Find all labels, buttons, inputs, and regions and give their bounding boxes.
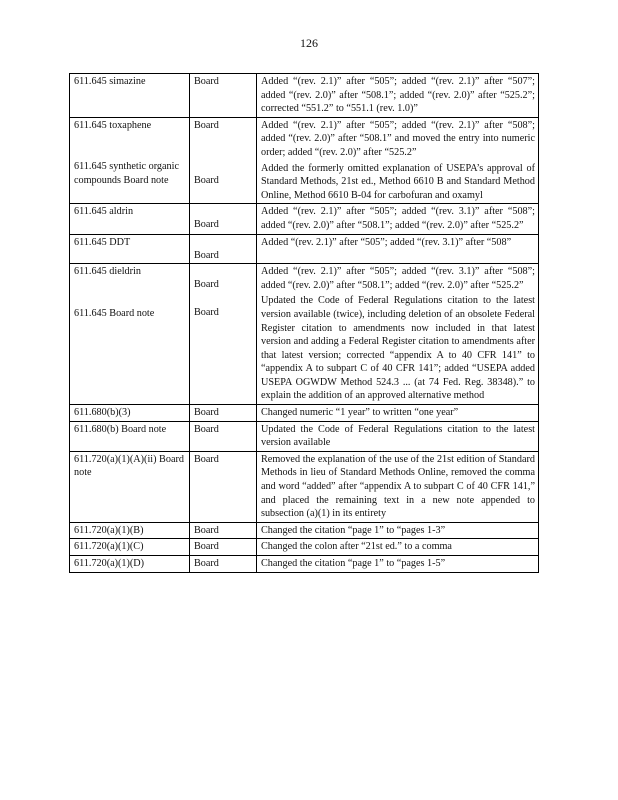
amendments-table [69, 73, 539, 573]
description-cell: Changed the citation “page 1” to “pages 1-3” [257, 522, 539, 539]
table-row [70, 264, 539, 405]
page-number: 126 [300, 36, 318, 50]
table-row [70, 522, 539, 539]
source-cell: Board [190, 234, 257, 264]
table-row [70, 405, 539, 422]
source-cell: Board [190, 522, 257, 539]
table-row [70, 234, 539, 264]
source-cell: Board [190, 556, 257, 573]
section-cell: 611.720(a)(1)(B) [70, 522, 190, 539]
source-cell: Board [190, 74, 257, 118]
description-cell: Added “(rev. 2.1)” after “505”; added “(rev. 2.1)” after “508”; added “(rev. 2.0)” after “508.1” and moved the entry into numeric order; added “(rev. 2.0)” after “525.2” Added the formerly omitted explanation of USEPA’s approval of Standard Methods, 21st ed., Method 6610 B and Standard Method Online, Method 6610 B-04 for carbofuran and oxamyl [257, 117, 539, 204]
table-row [70, 117, 539, 204]
table-row [70, 556, 539, 573]
source-cell: Board Board [190, 117, 257, 204]
table-row [70, 451, 539, 522]
section-cell: 611.720(a)(1)(D) [70, 556, 190, 573]
description-cell: Changed numeric “1 year” to written “one year” [257, 405, 539, 422]
description-cell: Added “(rev. 2.1)” after “505”; added “(rev. 3.1)” after “508”; added “(rev. 2.0)” after “508.1”; added “(rev. 2.0)” after “525.2” [257, 204, 539, 234]
description-cell: Changed the citation “page 1” to “pages 1-5” [257, 556, 539, 573]
source-cell: Board [190, 539, 257, 556]
section-cell: 611.720(a)(1)(A)(ii) Board note [70, 451, 190, 522]
section-cell: 611.645 simazine [70, 74, 190, 118]
source-cell: Board [190, 451, 257, 522]
section-cell: 611.645 toxaphene 611.645 synthetic organic compounds Board note [70, 117, 190, 204]
source-cell: Board [190, 204, 257, 234]
description-cell: Removed the explanation of the use of the 21st edition of Standard Methods in lieu of Standard Methods Online, removed the comma and word “added” after “appendix A to subpart C of 40 CFR 141,” and placed the remaining text in a new note appended to subsection (a)(1) in its entirety [257, 451, 539, 522]
description-cell: Added “(rev. 2.1)” after “505”; added “(rev. 3.1)” after “508”; added “(rev. 2.0)” after “508.1”; added “(rev. 2.0)” after “525.2” Updated the Code of Federal Regulations citation to the latest version available (twice), including deletion of an obsolete Federal Register citation to amendments now included in that latest version and adding a Federal Register citation to amendments after that latest version; corrected “appendix A to 40 CFR 141” to “appendix A to subpart C of 40 CFR 141”; added “USEPA added USEPA OGWDW Method 524.3 ... (at 74 Fed. Reg. 38348).” to explain the addition of an approved alternative method [257, 264, 539, 405]
section-cell: 611.720(a)(1)(C) [70, 539, 190, 556]
description-cell: Added “(rev. 2.1)” after “505”; added “(rev. 2.1)” after “507”; added “(rev. 2.0)” after “508.1”; added “(rev. 2.0)” after “525.2”; corrected “551.2” to “551.1 (rev. 1.0)” [257, 74, 539, 118]
table-row [70, 539, 539, 556]
table-row [70, 204, 539, 234]
section-cell: 611.645 dieldrin 611.645 Board note [70, 264, 190, 405]
table-row [70, 74, 539, 118]
section-cell: 611.645 aldrin [70, 204, 190, 234]
description-cell: Updated the Code of Federal Regulations citation to the latest version available [257, 421, 539, 451]
section-cell: 611.680(b)(3) [70, 405, 190, 422]
description-cell: Added “(rev. 2.1)” after “505”; added “(rev. 3.1)” after “508” [257, 234, 539, 264]
table-row [70, 421, 539, 451]
description-cell: Changed the colon after “21st ed.” to a comma [257, 539, 539, 556]
source-cell: Board [190, 405, 257, 422]
source-cell: Board [190, 421, 257, 451]
section-cell: 611.645 DDT [70, 234, 190, 264]
section-cell: 611.680(b) Board note [70, 421, 190, 451]
source-cell: Board Board [190, 264, 257, 405]
